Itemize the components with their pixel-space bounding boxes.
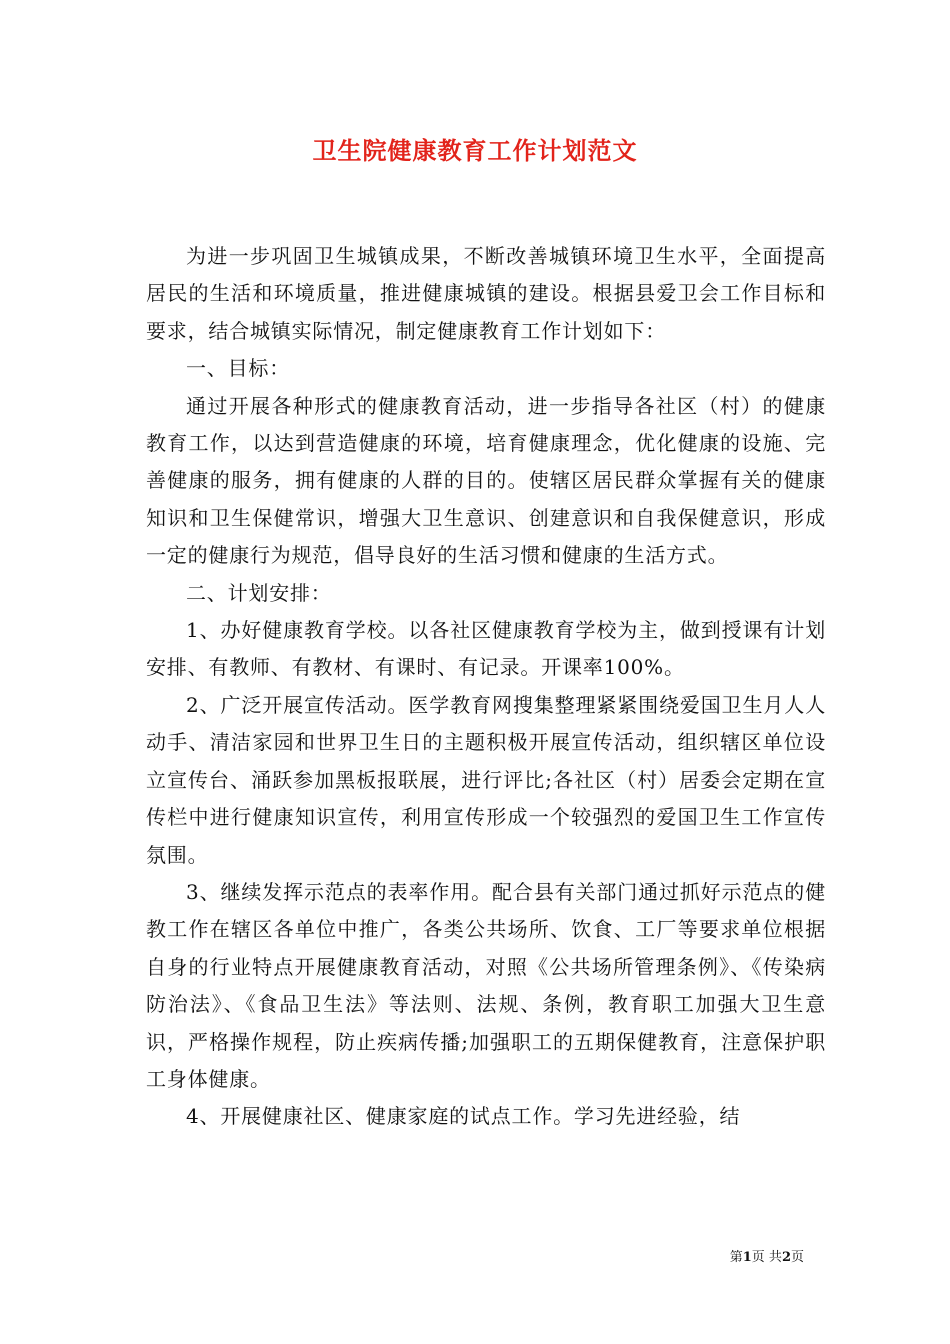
page-number bbox=[730, 1249, 804, 1267]
page-number-middle: 页 共 bbox=[751, 1250, 782, 1265]
document-body bbox=[146, 238, 826, 1136]
paragraph-item-1: 1、办好健康教育学校。以各社区健康教育学校为主，做到授课有计划安排、有教师、有教材、有课时、有记录。开课率100%。 bbox=[146, 618, 826, 680]
page-number-suffix: 页 bbox=[790, 1250, 804, 1265]
paragraph-intro: 为进一步巩固卫生城镇成果，不断改善城镇环境卫生水平，全面提高居民的生活和环境质量，推进健康城镇的建设。根据县爱卫会工作目标和要求，结合城镇实际情况，制定健康教育工作计划如下： bbox=[146, 244, 826, 343]
current-page: 1 bbox=[742, 1250, 752, 1265]
paragraph-item-2: 2、广泛开展宣传活动。医学教育网搜集整理紧紧围绕爱国卫生月人人动手、清洁家园和世界卫生日的主题积极开展宣传活动，组织辖区单位设立宣传台、涌跃参加黑板报联展，进行评比;各社区（村）居委会定期在宣传栏中进行健康知识宣传，利用宣传形成一个较强烈的爱国卫生工作宣传氛围。 bbox=[146, 692, 826, 867]
paragraph-item-3: 3、继续发挥示范点的表率作用。配合县有关部门通过抓好示范点的健教工作在辖区各单位中推广，各类公共场所、饮食、工厂等要求单位根据自身的行业特点开展健康教育活动，对照《公共场所管理条例》、《传染病防治法》、《食品卫生法》等法则、法规、条例，教育职工加强大卫生意识，严格操作规程，防止疾病传播;加强职工的五期保健教育，注意保护职工身体健康。 bbox=[146, 879, 826, 1091]
paragraph-item-4: 4、开展健康社区、健康家庭的试点工作。学习先进经验，结 bbox=[186, 1104, 741, 1129]
page-number-prefix: 第 bbox=[729, 1250, 743, 1265]
paragraph-goal: 通过开展各种形式的健康教育活动，进一步指导各社区（村）的健康教育工作，以达到营造健康的环境，培育健康理念，优化健康的设施、完善健康的服务，拥有健康的人群的目的。使辖区居民群众掌握有关的健康知识和卫生保健常识，增强大卫生意识、创建意识和自我保健意识，形成一定的健康行为规范，倡导良好的生活习惯和健康的生活方式。 bbox=[146, 393, 826, 568]
heading-goal: 一、目标： bbox=[186, 356, 290, 381]
document-title: 卫生院健康教育工作计划范文 bbox=[312, 136, 638, 165]
total-pages: 2 bbox=[781, 1250, 791, 1265]
heading-plan: 二、计划安排： bbox=[186, 580, 332, 605]
